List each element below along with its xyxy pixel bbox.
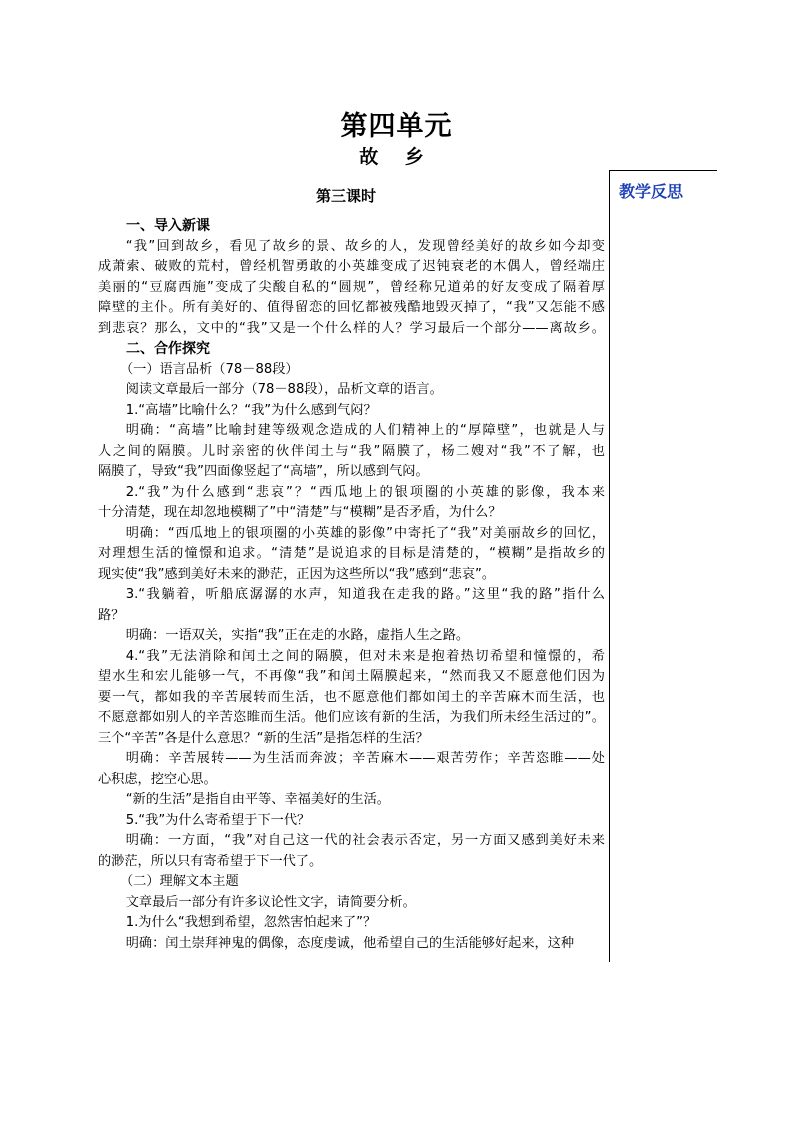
question-3-line: 3.“我躺着，听船底潺潺的水声，知道我在走我的路。”这里“我的路”指什么	[125, 587, 605, 602]
part-heading-theme: （二）理解文本主题	[120, 874, 239, 889]
lesson-content	[98, 216, 605, 954]
answer-2-line: 现实使“我”感到美好未来的渺茫，正因为这些所以“我”感到“悲哀”。	[98, 566, 496, 582]
part-intro: 阅读文章最后一部分（78－88段），品析文章的语言。	[125, 382, 443, 397]
period-title: 第三课时	[316, 187, 377, 205]
answer-5-line: 的渺茫，所以只有寄希望于下一代了。	[98, 853, 323, 869]
question-4-line: 要一气，都如我的辛苦展转而生活，也不愿意他们都如闰土的辛苦麻木而生活，也	[98, 689, 605, 705]
intro-line: 成萧索、破败的荒村，曾经机智勇敢的小英雄变成了迟钝衰老的木偶人，曾经端庄	[98, 259, 605, 274]
section-heading-inquiry: 二、合作探究	[126, 341, 210, 357]
intro-line: 障壁的主仆。所有美好的、值得留恋的回忆都被残酷地毁灭掉了，“我”又怎能不感	[98, 300, 605, 315]
question-2-line: 2.“我”为什么感到“悲哀”？“西瓜地上的银项圈的小英雄的影像，我本来	[125, 484, 605, 500]
part-intro: 文章最后一部分有许多议论性文字，请简要分析。	[125, 894, 416, 910]
answer-3: 明确：一语双关，实指“我”正在走的水路，虚指人生之路。	[125, 628, 470, 643]
answer-4-line: 明确：辛苦展转——为生活而奔波；辛苦麻木——艰苦劳作；辛苦恣睢——处	[125, 751, 605, 766]
teaching-reflection-label: 教学反思	[619, 182, 684, 201]
answer-2-line: 明确：“西瓜地上的银项圈的小英雄的影像”中寄托了“我”对美丽故乡的回忆，	[125, 525, 605, 541]
unit-title: 第四单元	[340, 111, 453, 142]
question-4-line: 三个“辛苦”各是什么意思？“新的生活”是指怎样的生活？	[98, 730, 429, 746]
reflection-column-top-rule	[609, 170, 717, 171]
question-2-line: 十分清楚，现在却忽地模糊了”中“清楚”与“模糊”是否矛盾，为什么？	[98, 505, 502, 520]
answer-1-line: 明确：“高墙”比喻封建等级观念造成的人们精神上的“厚障壁”，也就是人与	[125, 423, 605, 438]
answer-4-line: 心积虑，挖空心思。	[98, 771, 217, 787]
answer-1-line: 隔膜了，导致“我”四面像竖起了“高墙”，所以感到气闷。	[98, 464, 429, 479]
answer-1-line: 人之间的隔膜。儿时亲密的伙伴闰土与“我”隔膜了，杨二嫂对“我”不了解，也	[98, 443, 605, 459]
question-4-line: 不愿意都如别人的辛苦恣睢而生活。他们应该有新的生活，为我们所未经生活过的”。	[98, 710, 605, 725]
intro-line: 美丽的“豆腐西施”变成了尖酸自私的“圆规”，曾经称兄道弟的好友变成了隔着厚	[98, 279, 605, 295]
question-1: 1.“高墙”比喻什么？“我”为什么感到气闷？	[125, 402, 377, 418]
intro-line: “我”回到故乡，看见了故乡的景、故乡的人，发现曾经美好的故乡如今却变	[125, 238, 605, 254]
answer-4-note: “新的生活”是指自由平等、幸福美好的生活。	[125, 792, 390, 807]
answer-6-line: 明确：闰土崇拜神鬼的偶像，态度虔诚，他希望自己的生活能够好起来，这种	[125, 935, 575, 951]
question-3-line: 路？	[98, 607, 125, 623]
part-heading-language: （一）语言品析（78－88段）	[120, 361, 299, 377]
reflection-column-divider	[609, 170, 610, 962]
section-heading-intro: 一、导入新课	[126, 218, 210, 234]
intro-line: 到悲哀？那么，文中的“我”又是一个什么样的人？学习最后一个部分——离故乡。	[98, 320, 605, 336]
question-6: 1.为什么“我想到希望，忽然害怕起来了”？	[125, 915, 377, 930]
question-4-line: 4.“我”无法消除和闰土之间的隔膜，但对未来是抱着热切希望和憧憬的，希	[125, 648, 605, 664]
lesson-title: 故 乡	[359, 146, 434, 168]
question-4-line: 望水生和宏儿能够一气，不再像“我”和闰土隔膜起来，“然而我又不愿意他们因为	[98, 669, 605, 684]
answer-2-line: 对理想生活的憧憬和追求。“清楚”是说追求的目标是清楚的，“模糊”是指故乡的	[98, 546, 605, 561]
question-5: 5.“我”为什么寄希望于下一代？	[125, 812, 311, 828]
answer-5-line: 明确：一方面，“我”对自己这一代的社会表示否定，另一方面又感到美好未来	[125, 833, 605, 848]
